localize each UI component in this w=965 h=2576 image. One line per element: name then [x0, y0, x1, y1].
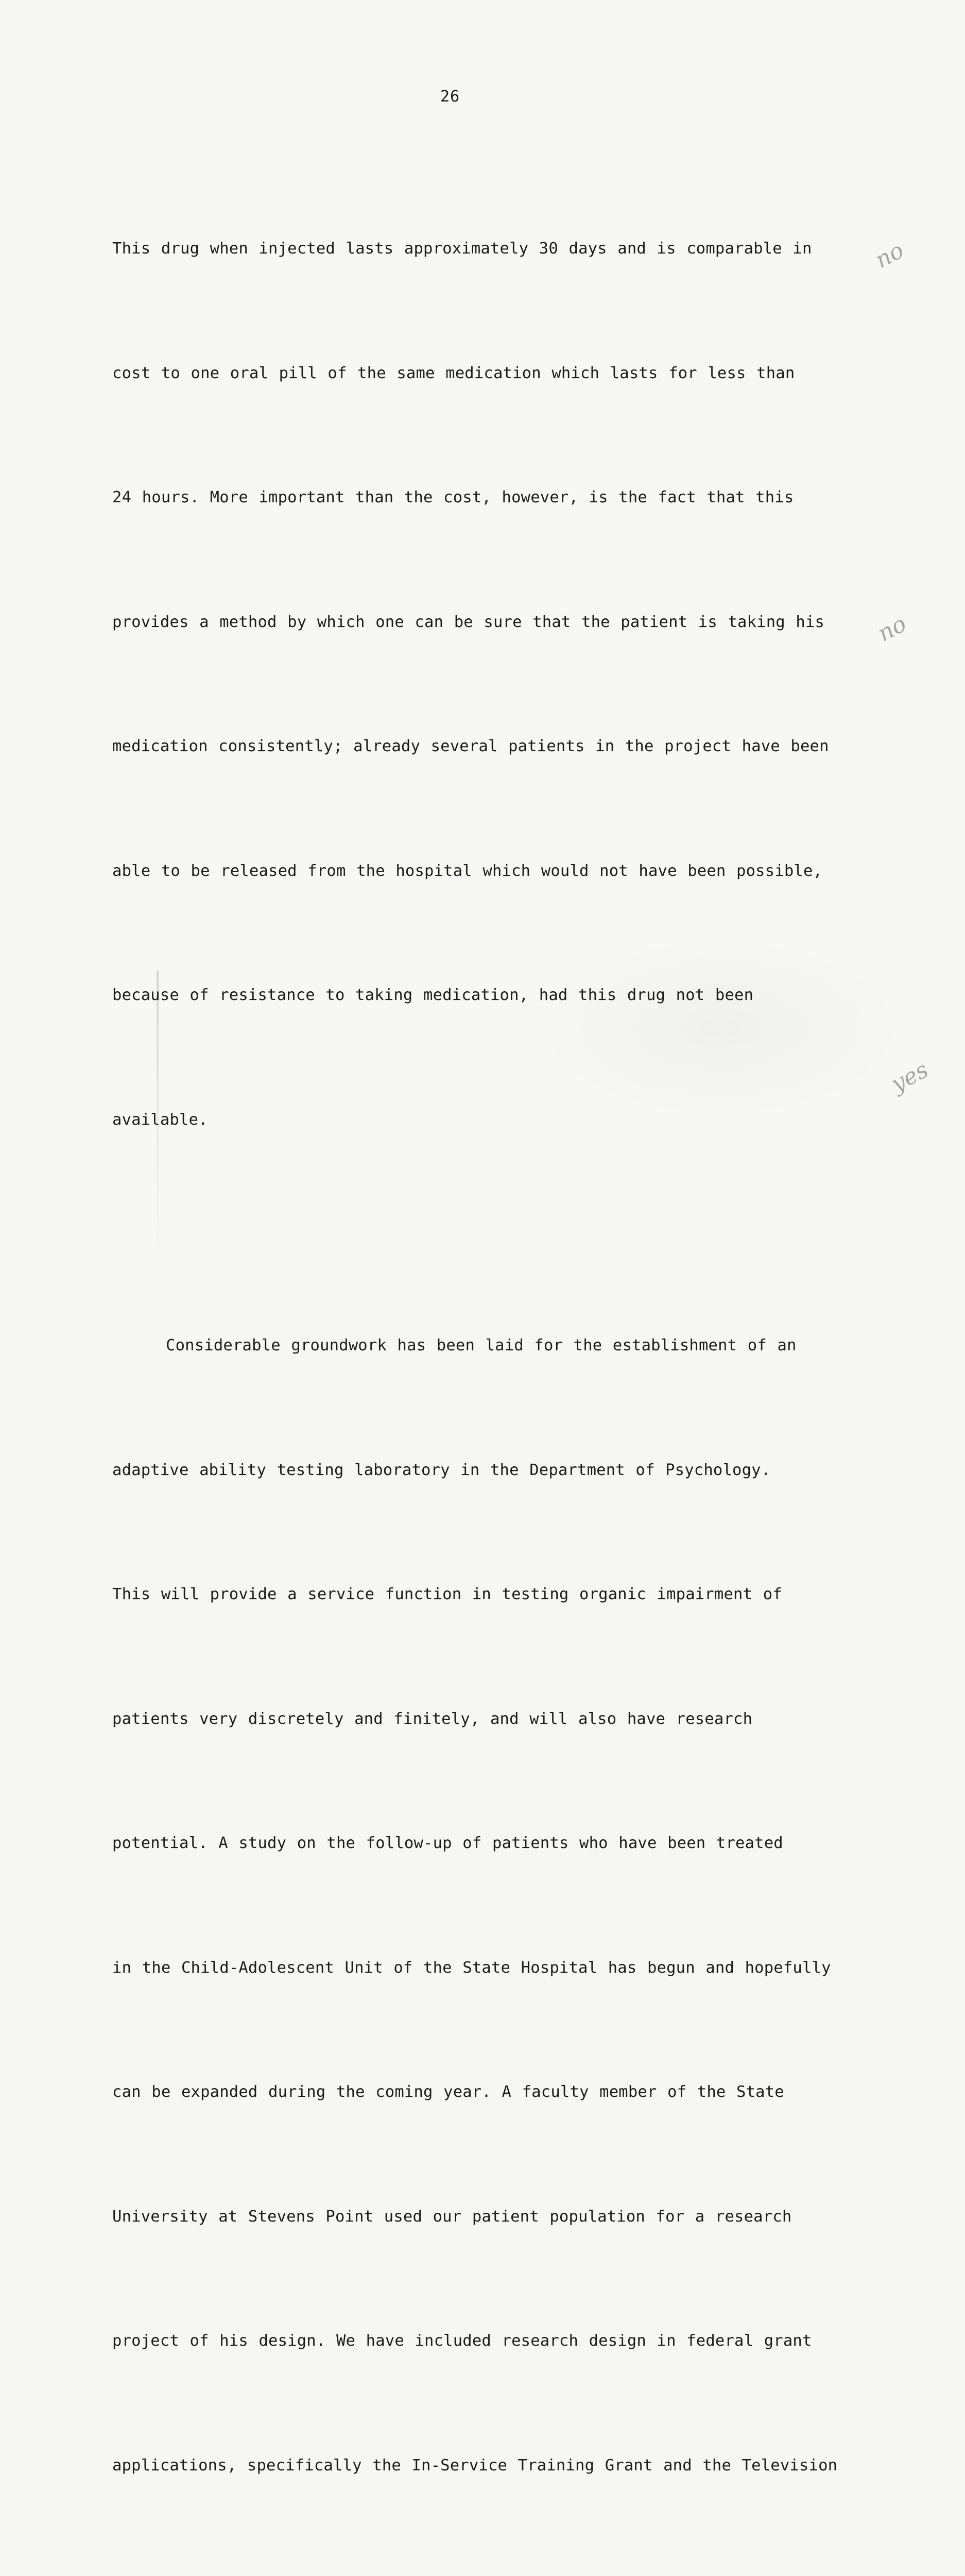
paragraph-gap	[112, 1224, 895, 1242]
text-line: medication consistently; already several patients in the project have been	[112, 737, 829, 755]
paragraph-medication	[112, 145, 895, 1224]
text-line: project of his design. We have included research design in federal grant	[112, 2332, 812, 2350]
text-line: potential. A study on the follow-up of patients who have been treated	[112, 1834, 783, 1852]
text-line: 24 hours. More important than the cost, however, is the fact that this	[112, 488, 794, 506]
text-line: available.	[112, 1110, 208, 1129]
page-number: 26	[440, 88, 460, 106]
text-line: because of resistance to taking medication, had this drug not been	[112, 986, 754, 1004]
text-line	[112, 2569, 895, 2576]
text-line: This will provide a service function in testing organic impairment of	[112, 1585, 782, 1603]
text-line: applications, specifically the In-Service Training Grant and the Television	[112, 2456, 838, 2475]
text-line: provides a method by which one can be sure that the patient is taking his	[112, 613, 825, 631]
paragraph-research	[112, 1242, 895, 2576]
handwritten-annotation: no	[873, 611, 911, 647]
text-line: in the Child-Adolescent Unit of the State Hospital has begun and hopefully	[112, 1958, 831, 1977]
text-line: able to be released from the hospital which would not have been possible,	[112, 861, 823, 880]
text-line: University at Stevens Point used our patient population for a research	[112, 2207, 792, 2226]
document-body	[112, 145, 895, 2576]
text-line: This drug when injected lasts approximately 30 days and is comparable in	[112, 240, 812, 258]
text-line: Considerable groundwork has been laid for the establishment of an	[166, 1336, 797, 1354]
text-line: patients very discretely and finitely, and will also have research	[112, 1709, 753, 1728]
text-line: cost to one oral pill of the same medication which lasts for less than	[112, 364, 795, 382]
text-line: adaptive ability testing laboratory in the Department of Psychology.	[112, 1461, 771, 1479]
text-line: can be expanded during the coming year. A faculty member of the State	[112, 2083, 784, 2101]
handwritten-annotation: yes	[887, 1056, 933, 1098]
handwritten-annotation: no	[871, 237, 908, 274]
